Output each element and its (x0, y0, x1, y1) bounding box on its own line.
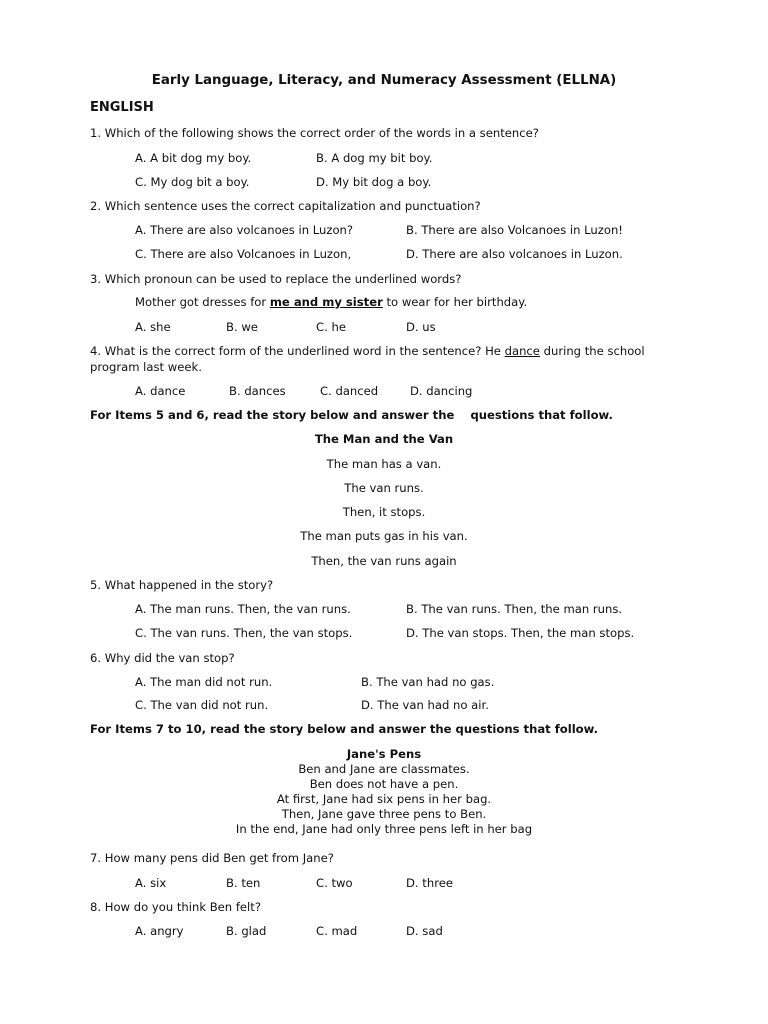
q2-option-b: B. There are also Volcanoes in Luzon! (406, 223, 623, 237)
q6-option-a: A. The man did not run. (135, 675, 273, 689)
q8-option-d: D. sad (406, 924, 443, 938)
q4-option-b: B. dances (229, 384, 286, 398)
q5-option-b: B. The van runs. Then, the man runs. (406, 602, 623, 616)
question-7: 7. How many pens did Ben get from Jane? (90, 851, 334, 865)
q8-option-a: A. angry (135, 924, 184, 938)
q5-option-d: D. The van stops. Then, the man stops. (406, 626, 635, 640)
q2-option-d: D. There are also volcanoes in Luzon. (406, 247, 623, 261)
q3-underlined-words: me and my sister (269, 295, 383, 309)
q7-option-c: C. two (316, 876, 353, 890)
q1-option-b: B. A dog my bit boy. (316, 151, 433, 165)
q3-sentence (135, 295, 527, 309)
q7-option-d: D. three (406, 876, 453, 890)
q3-sentence-after: to wear for her birthday. (382, 295, 528, 309)
q4-question-before: 4. What is the correct form of the underlined word in the sentence? He (90, 344, 505, 358)
story-2-line: Ben and Jane are classmates. (298, 762, 470, 776)
story-2-line: Then, Jane gave three pens to Ben. (281, 807, 487, 821)
question-4 (90, 344, 645, 358)
q4-option-c: C. danced (320, 384, 379, 398)
story-2-line: At first, Jane had six pens in her bag. (276, 792, 492, 806)
q4-question-after: during the school (539, 344, 645, 358)
q5-option-a: A. The man runs. Then, the van runs. (135, 602, 351, 616)
q7-option-b: B. ten (226, 876, 261, 890)
document-title: Early Language, Literacy, and Numeracy Assessment (ELLNA) (151, 73, 617, 88)
story-2-title: Jane's Pens (346, 747, 422, 761)
question-8: 8. How do you think Ben felt? (90, 900, 261, 914)
q4-option-a: A. dance (135, 384, 186, 398)
q1-option-a: A. A bit dog my boy. (135, 151, 252, 165)
section-heading: ENGLISH (90, 100, 154, 115)
q3-option-c: C. he (316, 320, 346, 334)
question-6: 6. Why did the van stop? (90, 651, 235, 665)
q4-option-d: D. dancing (410, 384, 473, 398)
q1-option-c: C. My dog bit a boy. (135, 175, 250, 189)
q8-option-b: B. glad (226, 924, 267, 938)
question-4-line2: program last week. (90, 360, 202, 374)
story-2-line: Ben does not have a pen. (309, 777, 459, 791)
q7-option-a: A. six (135, 876, 167, 890)
story-1-line: Then, it stops. (342, 505, 426, 519)
question-3: 3. Which pronoun can be used to replace the underlined words? (90, 272, 462, 286)
instruction-items-5-6: For Items 5 and 6, read the story below and answer the questions that follow. (90, 408, 613, 422)
question-1: 1. Which of the following shows the correct order of the words in a sentence? (90, 126, 539, 140)
q8-option-c: C. mad (316, 924, 358, 938)
story-1-line: The man has a van. (326, 457, 442, 471)
q2-option-c: C. There are also Volcanoes in Luzon, (135, 247, 352, 261)
q1-option-d: D. My bit dog a boy. (316, 175, 432, 189)
question-5: 5. What happened in the story? (90, 578, 274, 592)
story-2-line: In the end, Jane had only three pens left in her bag (235, 822, 533, 836)
q3-option-d: D. us (406, 320, 436, 334)
q6-option-c: C. The van did not run. (135, 698, 269, 712)
q6-option-d: D. The van had no air. (361, 698, 489, 712)
story-1-title: The Man and the Van (314, 432, 454, 446)
q6-option-b: B. The van had no gas. (361, 675, 495, 689)
q4-underlined-word: dance (504, 344, 540, 358)
question-2: 2. Which sentence uses the correct capitalization and punctuation? (90, 199, 481, 213)
q2-option-a: A. There are also volcanoes in Luzon? (135, 223, 354, 237)
q5-option-c: C. The van runs. Then, the van stops. (135, 626, 353, 640)
story-1-line: Then, the van runs again (311, 554, 457, 568)
q3-sentence-before: Mother got dresses for (135, 295, 270, 309)
instruction-items-7-10: For Items 7 to 10, read the story below and answer the questions that follow. (90, 722, 599, 736)
story-1-line: The van runs. (344, 481, 424, 495)
q3-option-a: A. she (135, 320, 171, 334)
story-1-line: The man puts gas in his van. (300, 529, 468, 543)
q3-option-b: B. we (226, 320, 258, 334)
